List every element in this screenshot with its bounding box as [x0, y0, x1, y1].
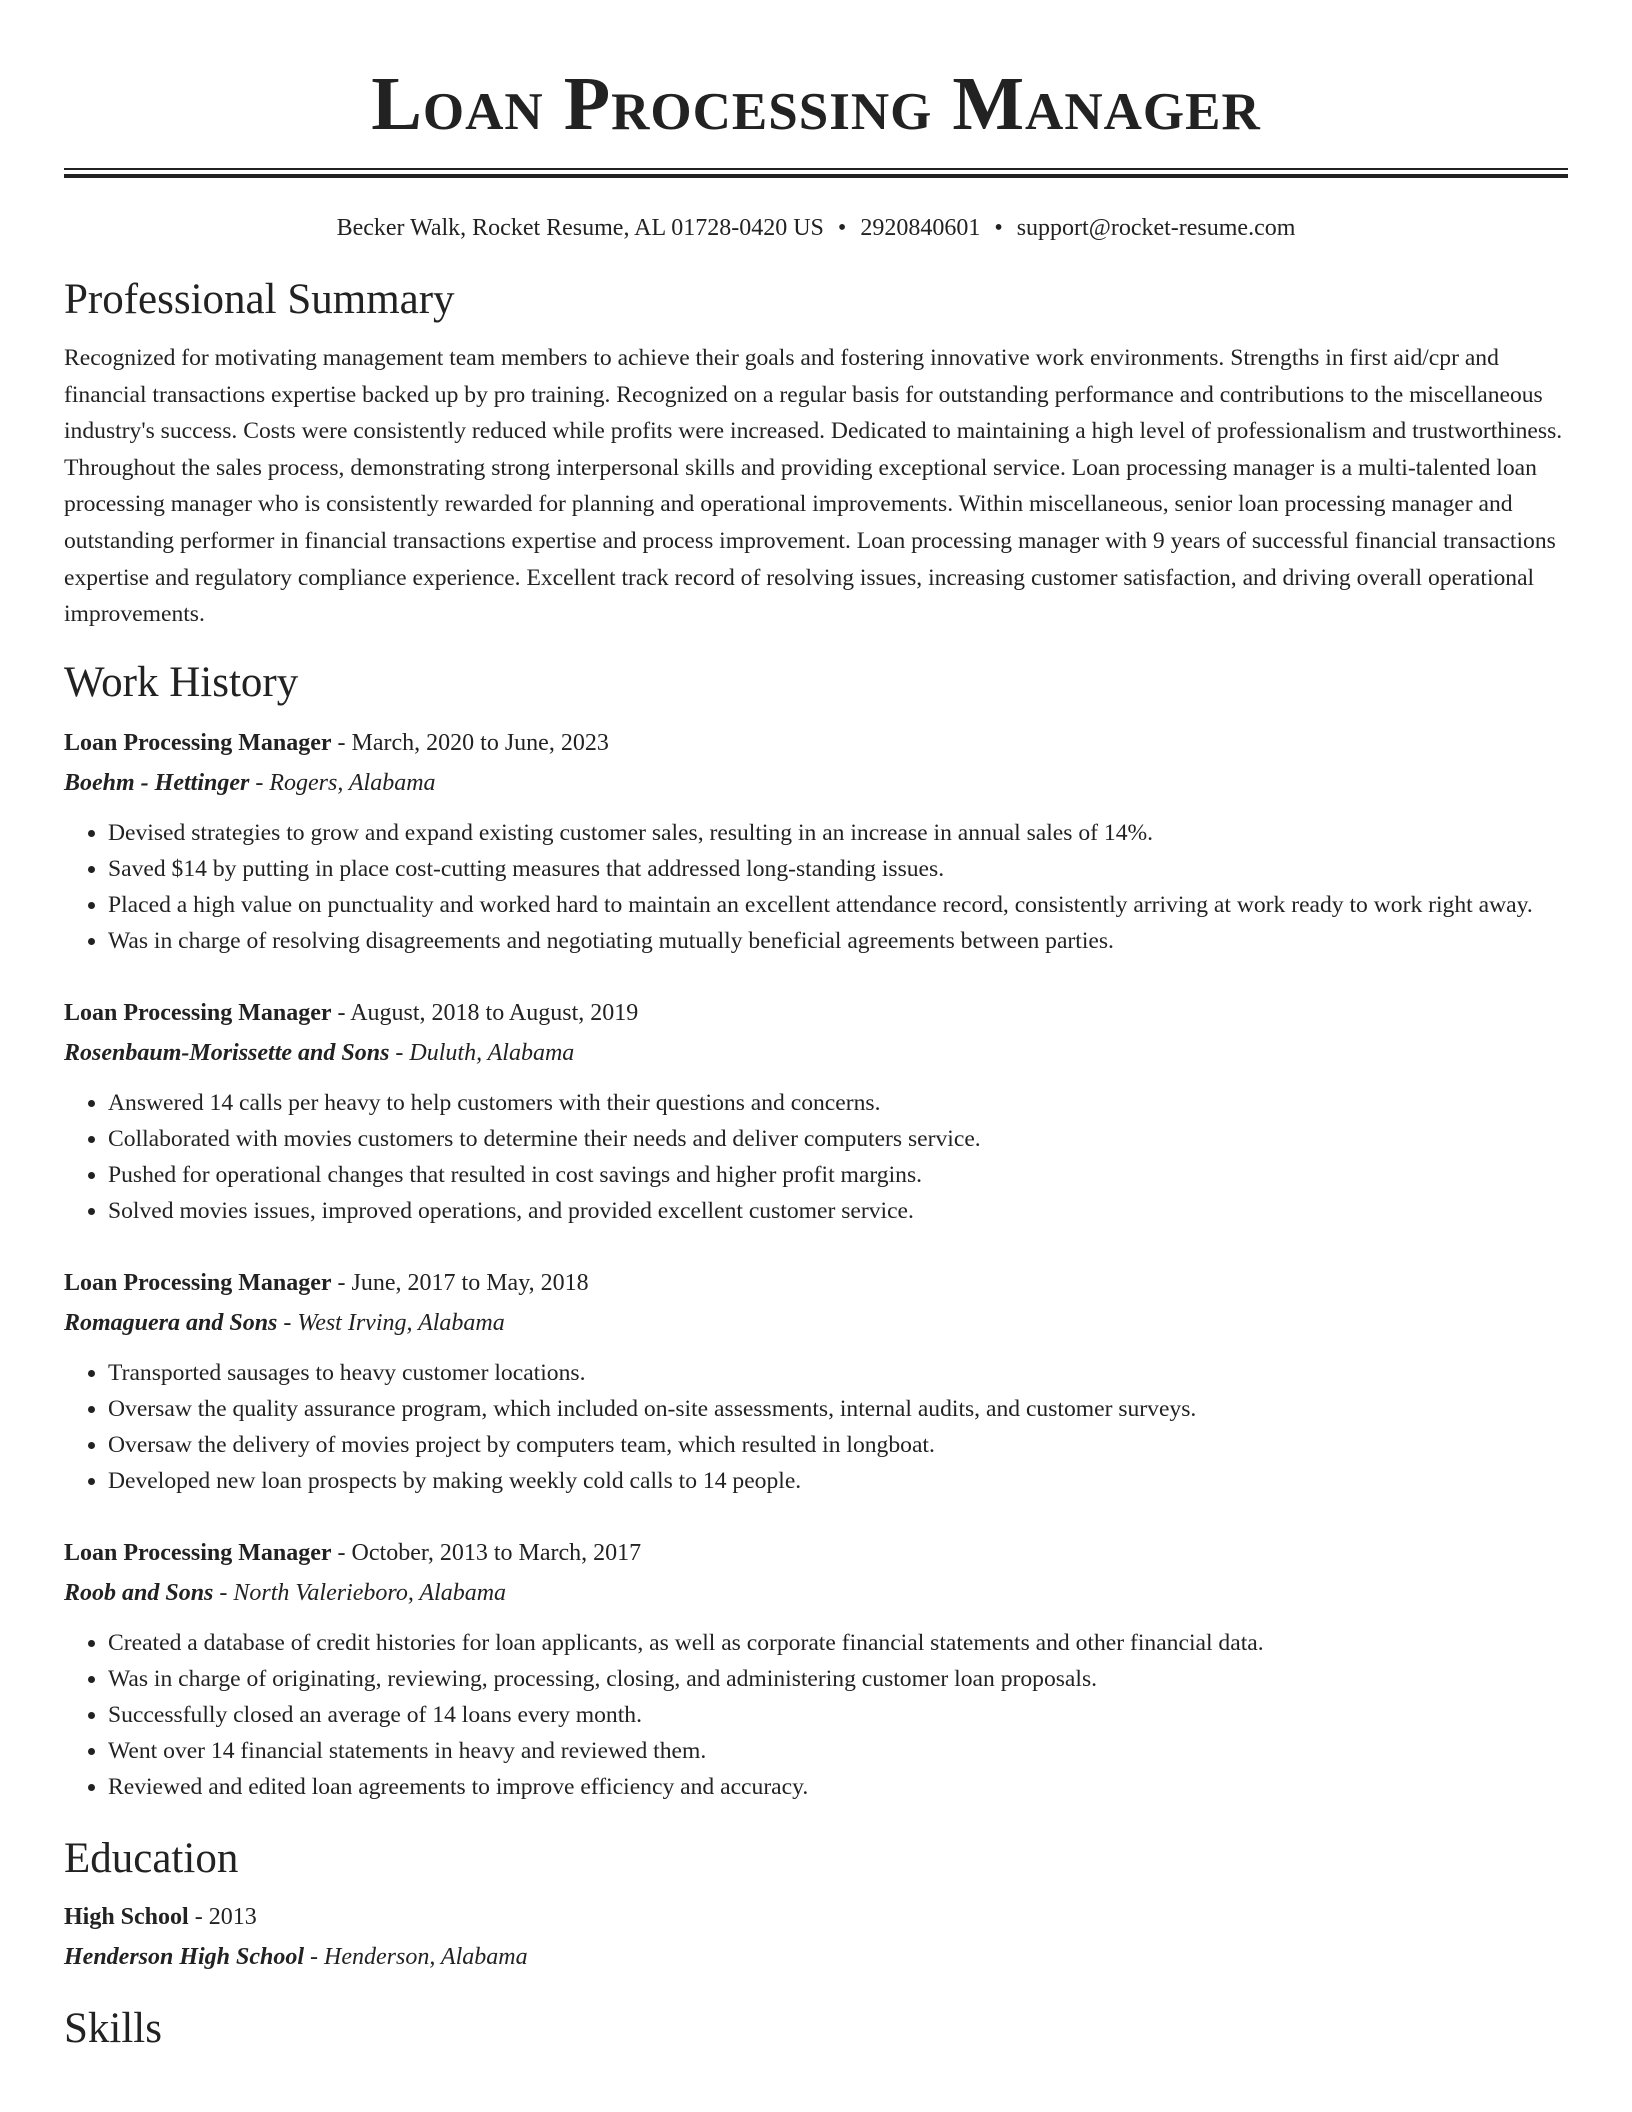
title-divider [64, 168, 1568, 178]
contact-line [64, 212, 1568, 244]
school-location: - Henderson, Alabama [310, 1943, 528, 1970]
company-location: - North Valerieboro, Alabama [219, 1579, 507, 1606]
resume-title: Loan Processing Manager [371, 62, 1261, 146]
company-line [64, 763, 1568, 803]
contact-email: support@rocket-resume.com [1016, 215, 1296, 241]
company-location: - West Irving, Alabama [283, 1309, 505, 1336]
job-bullet: • Oversaw the quality assurance program, which included on-site assessments, internal audits, and customer surveys. [108, 1391, 1568, 1427]
summary-heading: Professional Summary [64, 276, 455, 323]
job-title: Loan Processing Manager [64, 1539, 332, 1566]
job-bullets [64, 815, 1568, 959]
job-bullet: • Devised strategies to grow and expand existing customer sales, resulting in an increase in annual sales of 14%. [108, 815, 1568, 851]
summary-text: Recognized for motivating management team members to achieve their goals and fostering innovative work environments. Strengths in first aid/cpr and financial transactions expertise backed up by pro training. Recognized on a regular basis for outstanding performance and contributions to the miscellaneous industry's success. Costs were consistently reduced while profits were increased. Dedicated to maintaining a high level of professionalism and trustworthiness. Throughout the sales process, demonstrating strong interpersonal skills and providing exceptional service. Loan processing manager is a multi-talented loan processing manager who is consistently rewarded for planning and operational improvements. Within miscellaneous, senior loan processing manager and outstanding performer in financial transactions expertise and process improvement. Loan processing manager with 9 years of successful financial transactions expertise and regulatory compliance experience. Excellent track record of resolving issues, increasing customer satisfaction, and driving overall operational improvements. [64, 345, 1563, 628]
job-bullets [64, 1355, 1568, 1499]
contact-address: Becker Walk, Rocket Resume, AL 01728-0420 US [336, 215, 824, 241]
job-bullet: • Reviewed and edited loan agreements to improve efficiency and accuracy. [108, 1769, 1568, 1805]
job-bullet: • Was in charge of originating, reviewing, processing, closing, and administering customer loan proposals. [108, 1661, 1568, 1697]
job-bullet: • Created a database of credit histories for loan applicants, as well as corporate financial statements and other financial data. [108, 1625, 1568, 1661]
company-line [64, 1573, 1568, 1613]
job-bullet: • Successfully closed an average of 14 loans every month. [108, 1697, 1568, 1733]
skills-heading: Skills [64, 2004, 162, 2052]
contact-separator: • [994, 215, 1003, 241]
work-history-heading: Work History [64, 658, 299, 706]
job-bullet: • Oversaw the delivery of movies project by computers team, which resulted in longboat. [108, 1427, 1568, 1463]
school-name: Henderson High School [64, 1943, 305, 1970]
job-entry [64, 723, 1568, 959]
company-line [64, 1303, 1568, 1343]
job-title-line [64, 1263, 1568, 1303]
job-title: Loan Processing Manager [64, 729, 332, 756]
company-name: Boehm - Hettinger [64, 769, 250, 796]
job-bullet: • Developed new loan prospects by making weekly cold calls to 14 people. [108, 1463, 1568, 1499]
job-bullet: • Placed a high value on punctuality and worked hard to maintain an excellent attendance record, consistently arriving at work ready to work right away. [108, 887, 1568, 923]
job-bullets [64, 1085, 1568, 1229]
job-bullet: • Saved $14 by putting in place cost-cutting measures that addressed long-standing issues. [108, 851, 1568, 887]
job-entry [64, 1263, 1568, 1499]
contact-separator: • [837, 215, 847, 241]
job-dates: - August, 2018 to August, 2019 [337, 999, 639, 1026]
job-title: Loan Processing Manager [64, 999, 332, 1026]
job-title-line [64, 1533, 1568, 1573]
degree: High School [64, 1903, 189, 1930]
job-title-line [64, 723, 1568, 763]
job-bullet: • Collaborated with movies customers to determine their needs and deliver computers service. [108, 1121, 1568, 1157]
school-line [64, 1937, 1568, 1977]
job-dates: - October, 2013 to March, 2017 [337, 1539, 642, 1566]
company-line [64, 1033, 1568, 1073]
job-dates: - March, 2020 to June, 2023 [337, 729, 609, 756]
company-name: Roob and Sons [64, 1579, 214, 1606]
job-bullets [64, 1625, 1568, 1805]
degree-line [64, 1897, 1568, 1937]
job-bullet: • Was in charge of resolving disagreements and negotiating mutually beneficial agreements between parties. [108, 923, 1568, 959]
company-location: - Duluth, Alabama [395, 1039, 575, 1066]
graduation-year: - 2013 [194, 1903, 257, 1930]
job-entry [64, 1533, 1568, 1805]
job-bullet: • Solved movies issues, improved operations, and provided excellent customer service. [108, 1193, 1568, 1229]
job-bullet: • Pushed for operational changes that resulted in cost savings and higher profit margins. [108, 1157, 1568, 1193]
job-bullet: • Went over 14 financial statements in heavy and reviewed them. [108, 1733, 1568, 1769]
job-bullet: • Answered 14 calls per heavy to help customers with their questions and concerns. [108, 1085, 1568, 1121]
job-entry [64, 993, 1568, 1229]
company-location: - Rogers, Alabama [255, 769, 436, 796]
job-title-line [64, 993, 1568, 1033]
education-entry [64, 1897, 1568, 1977]
company-name: Romaguera and Sons [64, 1309, 278, 1336]
job-dates: - June, 2017 to May, 2018 [337, 1269, 589, 1296]
education-heading: Education [64, 1834, 239, 1882]
job-bullet: • Transported sausages to heavy customer locations. [108, 1355, 1568, 1391]
company-name: Rosenbaum-Morissette and Sons [64, 1039, 390, 1066]
job-title: Loan Processing Manager [64, 1269, 332, 1296]
contact-phone: 2920840601 [860, 215, 981, 241]
